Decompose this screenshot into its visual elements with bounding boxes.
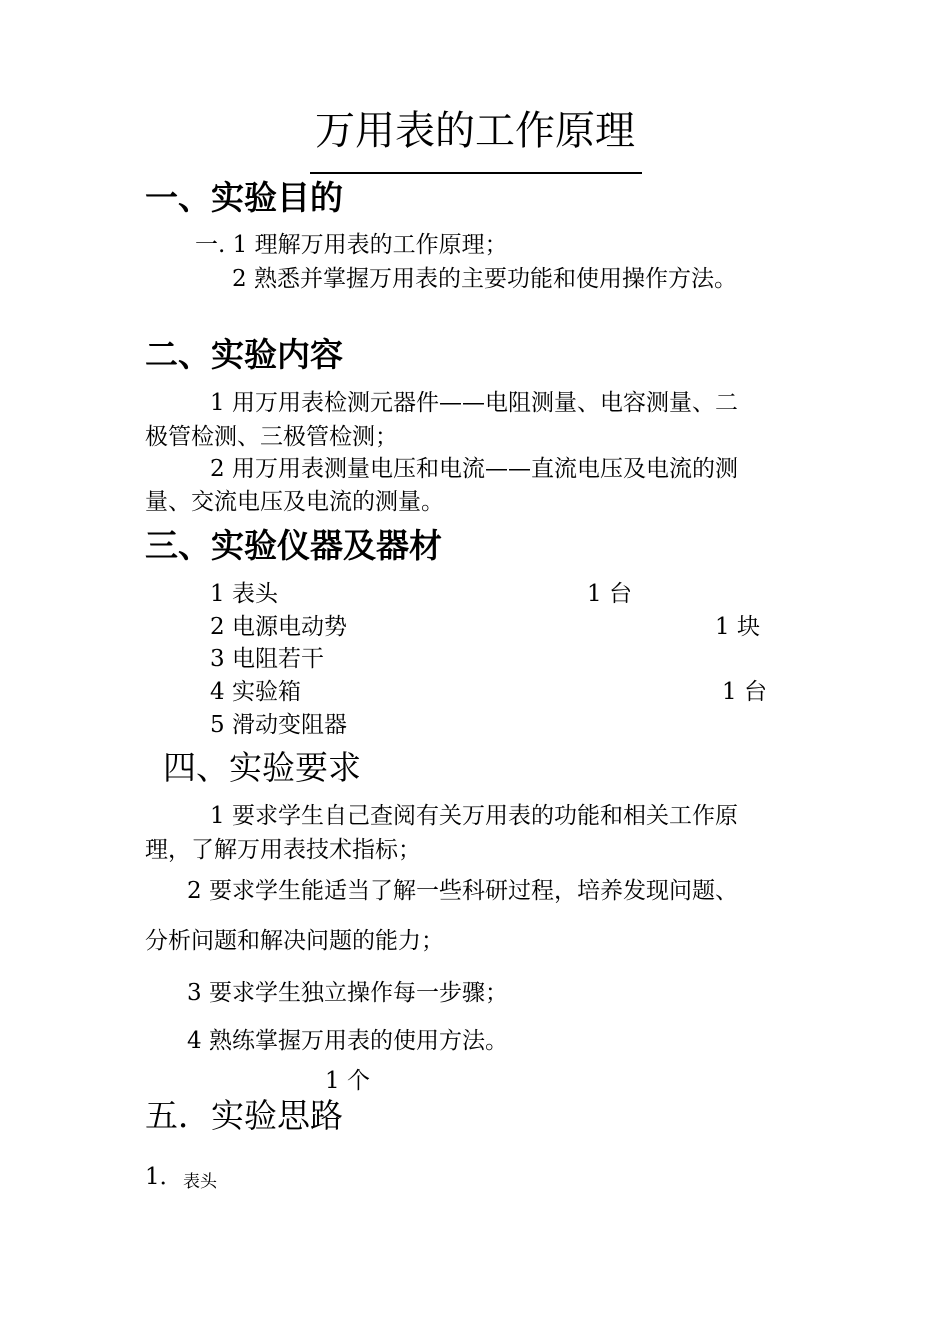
title-underline <box>310 172 642 174</box>
content-line-3: 2 用万用表测量电压和电流——直流电压及电流的测 <box>210 456 738 482</box>
requirement-line-4: 分析问题和解决问题的能力； <box>145 928 444 954</box>
objective-line-1: 一. 1 理解万用表的工作原理； <box>195 232 508 258</box>
equipment-item-name: 3 电阻若干 <box>210 646 324 672</box>
section-heading-approach: 五．实验思路 <box>145 1096 343 1135</box>
requirement-line-1: 1 要求学生自己查阅有关万用表的功能和相关工作原 <box>210 803 738 829</box>
section-heading-equipment: 三、实验仪器及器材 <box>145 526 442 565</box>
equipment-item-qty: 1 块 <box>715 614 760 640</box>
equipment-item-qty: 1 个 <box>325 1068 370 1094</box>
equipment-item-name: 1 表头 <box>210 581 278 607</box>
equipment-item-name: 2 电源电动势 <box>210 614 347 640</box>
requirement-line-6: 4 熟练掌握万用表的使用方法。 <box>187 1028 508 1054</box>
requirement-line-2: 理，了解万用表技术指标； <box>145 837 421 863</box>
approach-item-number: 1． <box>145 1164 183 1190</box>
requirement-line-3: 2 要求学生能适当了解一些科研过程，培养发现问题、 <box>187 878 738 904</box>
objective-line-2: 2 熟悉并掌握万用表的主要功能和使用操作方法。 <box>232 266 737 292</box>
page-title: 万用表的工作原理 <box>315 108 635 154</box>
content-line-1: 1 用万用表检测元器件——电阻测量、电容测量、二 <box>210 390 738 416</box>
equipment-item-qty: 1 台 <box>722 679 767 705</box>
equipment-item-qty: 1 台 <box>587 581 632 607</box>
equipment-item-name: 4 实验箱 <box>210 679 301 705</box>
requirement-line-5: 3 要求学生独立操作每一步骤； <box>187 980 508 1006</box>
equipment-item-name: 5 滑动变阻器 <box>210 712 347 738</box>
content-line-4: 量、交流电压及电流的测量。 <box>145 489 444 515</box>
section-heading-requirements: 四、实验要求 <box>163 748 361 787</box>
section-heading-content: 二、实验内容 <box>145 335 343 374</box>
approach-item-label: 表头 <box>183 1172 217 1192</box>
content-line-2: 极管检测、三极管检测； <box>145 424 398 450</box>
section-heading-objectives: 一、实验目的 <box>145 178 343 217</box>
